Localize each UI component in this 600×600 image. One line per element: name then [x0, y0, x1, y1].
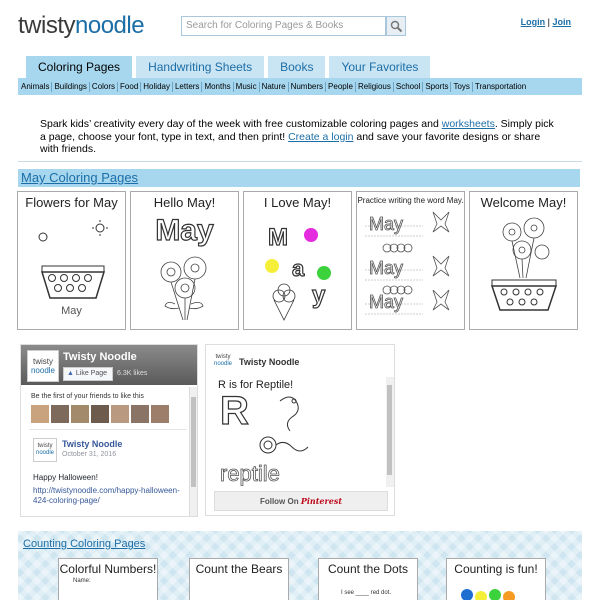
- join-link[interactable]: Join: [552, 17, 571, 27]
- avatar-logo-1: twisty: [33, 357, 53, 366]
- intro-text: [40, 118, 560, 156]
- flower-bouquet-illustration: [131, 250, 239, 330]
- facebook-scrollbar[interactable]: [189, 387, 197, 517]
- facebook-widget: [20, 344, 198, 517]
- avatar-logo-2: noodle: [30, 366, 56, 375]
- category-transportation[interactable]: Transportation: [474, 81, 527, 91]
- site-header: [0, 0, 600, 55]
- post-avatar[interactable]: [33, 438, 57, 462]
- category-animals[interactable]: Animals: [19, 82, 52, 92]
- card-word-3: May: [369, 292, 404, 312]
- flower-pot-illustration: [470, 210, 578, 330]
- pin-word: reptile: [220, 461, 280, 486]
- card-title: Flowers for May: [25, 195, 118, 210]
- card-title: I Love May!: [263, 195, 332, 210]
- like-label: Like Page: [75, 370, 108, 377]
- category-buildings[interactable]: Buildings: [52, 82, 89, 92]
- category-letters[interactable]: Letters: [173, 82, 202, 92]
- avatar[interactable]: [91, 405, 109, 423]
- pinterest-logo: Pinterest: [300, 496, 343, 506]
- intro-text-1: Spark kids’ creativity every day of the week with free customizable coloring pages and: [40, 118, 442, 130]
- card-letter-a: a: [292, 256, 305, 281]
- pin-title: R is for Reptile!: [218, 379, 294, 391]
- counting-dots-illustration: [447, 577, 546, 600]
- category-months[interactable]: Months: [202, 82, 233, 92]
- pinterest-profile-name[interactable]: Twisty Noodle: [239, 357, 300, 367]
- search-input[interactable]: Search for Coloring Pages & Books: [181, 16, 386, 36]
- card-practice-writing-may[interactable]: [356, 191, 465, 330]
- category-nature[interactable]: Nature: [260, 82, 289, 92]
- post-avatar-logo-1: twisty: [37, 443, 53, 449]
- post-text: Happy Halloween!: [33, 473, 98, 482]
- avatar[interactable]: [71, 405, 89, 423]
- card-name-label: Name:: [73, 578, 91, 584]
- intro-text-3: and save your favorite designs or share with friends.: [40, 130, 541, 155]
- tab-handwriting-sheets[interactable]: Handwriting Sheets: [136, 56, 264, 78]
- card-title: Welcome May!: [480, 195, 567, 210]
- scrollbar-thumb[interactable]: [191, 397, 196, 487]
- card-count-the-dots[interactable]: [318, 558, 418, 600]
- scrollbar-thumb[interactable]: [387, 385, 392, 475]
- facebook-friends-text: Be the first of your friends to like this: [31, 393, 144, 400]
- tab-books[interactable]: Books: [268, 56, 325, 78]
- login-link[interactable]: Login: [520, 17, 546, 27]
- logo-part-2: noodle: [75, 12, 145, 39]
- card-hello-may[interactable]: [130, 191, 239, 330]
- pin-avatar-logo-1: twisty: [215, 354, 231, 360]
- colored-dots-illustration: [244, 192, 352, 330]
- card-title: Colorful Numbers!: [59, 562, 157, 576]
- search-icon: [390, 20, 403, 33]
- pinterest-widget: [205, 344, 395, 516]
- facebook-avatar[interactable]: [27, 350, 59, 382]
- category-religious[interactable]: Religious: [356, 82, 394, 92]
- intro-text-2: . Simply pick a page, choose your font, type in text, and then print!: [40, 118, 554, 143]
- create-login-link[interactable]: Create a login: [288, 130, 354, 143]
- avatar[interactable]: [111, 405, 129, 423]
- card-title: Count the Dots: [327, 562, 409, 576]
- category-holiday[interactable]: Holiday: [141, 82, 173, 92]
- facebook-page-name[interactable]: Twisty Noodle: [63, 351, 137, 363]
- thumbs-up-icon: ▲: [67, 370, 74, 377]
- card-welcome-may[interactable]: [469, 191, 578, 330]
- category-music[interactable]: Music: [234, 82, 260, 92]
- card-subtext: I see ____ red dot.: [341, 590, 392, 596]
- reptile-illustration: [250, 393, 330, 463]
- tab-your-favorites[interactable]: Your Favorites: [329, 56, 430, 78]
- worksheets-link[interactable]: worksheets: [441, 118, 495, 130]
- auth-separator: |: [545, 17, 553, 27]
- card-flowers-for-may[interactable]: [17, 191, 126, 330]
- counting-section-title[interactable]: Counting Coloring Pages: [23, 538, 146, 550]
- card-word: May: [61, 305, 82, 317]
- card-title: Count the Bears: [195, 562, 283, 576]
- pinterest-follow-button[interactable]: [214, 491, 388, 511]
- card-count-the-bears[interactable]: [189, 558, 289, 600]
- post-link[interactable]: http://twistynoodle.com/happy-halloween-424-coloring-page/: [33, 486, 180, 505]
- avatar[interactable]: [131, 405, 149, 423]
- facebook-friend-faces: [31, 405, 171, 423]
- category-school[interactable]: School: [394, 82, 423, 92]
- category-sports[interactable]: Sports: [423, 82, 451, 92]
- pin-avatar-logo-2: noodle: [213, 361, 233, 367]
- category-toys[interactable]: Toys: [451, 82, 472, 92]
- card-letter-m: M: [268, 224, 288, 251]
- category-people[interactable]: People: [326, 82, 356, 92]
- category-food[interactable]: Food: [118, 82, 141, 92]
- pin-letter: R: [220, 389, 249, 433]
- card-title: Practice writing the word May.: [357, 196, 464, 205]
- card-word: May: [155, 214, 214, 247]
- logo-part-1: twisty: [18, 12, 75, 39]
- facebook-post: [29, 429, 187, 517]
- search-button[interactable]: [386, 16, 406, 36]
- may-cards: [17, 191, 582, 331]
- card-counting-is-fun[interactable]: [446, 558, 546, 600]
- main-tabs: [26, 56, 434, 78]
- avatar[interactable]: [151, 405, 169, 423]
- post-avatar-logo-2: noodle: [35, 450, 55, 456]
- follow-text: Follow On: [259, 497, 299, 506]
- card-word-1: May: [369, 214, 404, 234]
- pinterest-avatar[interactable]: [212, 351, 234, 373]
- tab-coloring-pages[interactable]: Coloring Pages: [26, 56, 132, 78]
- avatar[interactable]: [51, 405, 69, 423]
- card-title: Counting is fun!: [454, 562, 538, 576]
- card-i-love-may[interactable]: [243, 191, 352, 330]
- post-author[interactable]: Twisty Noodle: [62, 439, 123, 449]
- facebook-like-button[interactable]: [63, 367, 113, 381]
- divider: [18, 161, 582, 162]
- counting-section: [18, 531, 582, 600]
- site-logo[interactable]: [18, 12, 144, 40]
- may-section-title[interactable]: May Coloring Pages: [21, 170, 139, 185]
- avatar[interactable]: [31, 405, 49, 423]
- post-date[interactable]: October 31, 2016: [62, 451, 117, 458]
- pinterest-scrollbar[interactable]: [386, 377, 394, 487]
- card-colorful-numbers[interactable]: [58, 558, 158, 600]
- category-numbers[interactable]: Numbers: [289, 82, 326, 92]
- auth-links: [521, 17, 571, 27]
- card-title: Hello May!: [153, 195, 216, 210]
- category-colors[interactable]: Colors: [90, 82, 118, 92]
- card-word-2: May: [369, 258, 404, 278]
- category-bar: [18, 78, 582, 95]
- may-section-header: [18, 169, 580, 187]
- facebook-like-count: 6.3K likes: [117, 370, 148, 377]
- card-letter-y: y: [312, 282, 326, 309]
- pinterest-board[interactable]: [214, 377, 388, 487]
